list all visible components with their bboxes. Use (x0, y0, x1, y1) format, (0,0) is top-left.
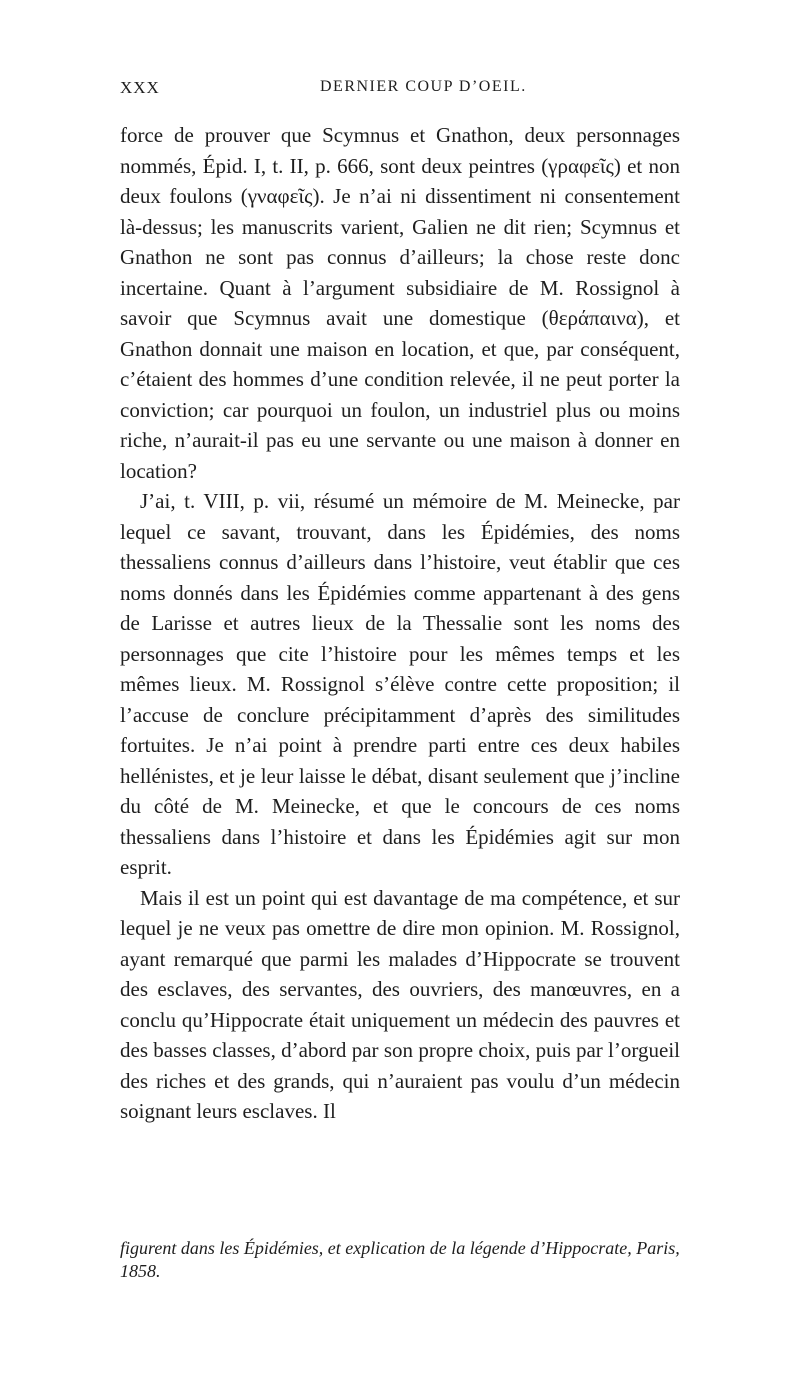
paragraph-1: force de prouver que Scymnus et Gnathon, deux personnages nommés, Épid. I, t. II, p. 666, sont deux peintres (γραφεῖς) et non deux foulons (γναφεῖς). Je n’ai ni dissentiment ni consentement là-dessus; les manuscrits varient, Galien ne dit rien; Scymnus et Gnathon ne sont pas connus d’ailleurs; la chose reste donc incertaine. Quant à l’argument subsidiaire de M. Rossignol à savoir que Scymnus avait une domestique (θεράπαινα), et Gnathon donnait une maison en location, et que, par conséquent, c’étaient des hommes d’une condition relevée, il ne peut porter la conviction; car pourquoi un foulon, un industriel plus ou moins riche, n’aurait-il pas eu une servante ou une maison à donner en location? (120, 123, 680, 483)
running-head: DERNIER COUP D’OEIL. (320, 78, 527, 95)
paragraph-3: Mais il est un point qui est davantage de ma compétence, et sur lequel je ne veux pas omettre de dire mon opinion. M. Rossignol, ayant remarqué que parmi les malades d’Hippocrate se trouvent des esclaves, des servantes, des ouvriers, des manœuvres, en a conclu qu’Hippocrate était uniquement un médecin des pauvres et des basses classes, d’abord par son propre choix, puis par l’orgueil des riches et des grands, qui n’auraient pas voulu d’un médecin soignant leurs esclaves. Il (120, 885, 680, 1123)
paragraph-2: J’ai, t. VIII, p. vii, résumé un mémoire de M. Meinecke, par lequel ce savant, trouvant, dans les Épidémies, des noms thessaliens connus d’ailleurs dans l’histoire, veut établir que ces noms donnés dans les Épidémies comme appartenant à des gens de Larisse et autres lieux de la Thessalie sont les noms des personnages que cite l’histoire pour les mêmes temps et les mêmes lieux. M. Rossignol s’élève contre cette proposition; il l’accuse de conclure précipitamment d’après des similitudes fortuites. Je n’ai point à prendre parti entre ces deux habiles hellénistes, et je leur laisse le débat, disant seulement que j’incline du côté de M. Meinecke, et que le concours de ces noms thessaliens dans l’histoire et dans les Épidémies agit sur mon esprit. (120, 489, 680, 879)
body-text (120, 120, 680, 1127)
page-number: XXX (120, 78, 160, 97)
footnote: figurent dans les Épidémies, et explication de la légende d’Hippocrate, Paris, 1858. (120, 1238, 680, 1281)
page-header (120, 78, 680, 108)
